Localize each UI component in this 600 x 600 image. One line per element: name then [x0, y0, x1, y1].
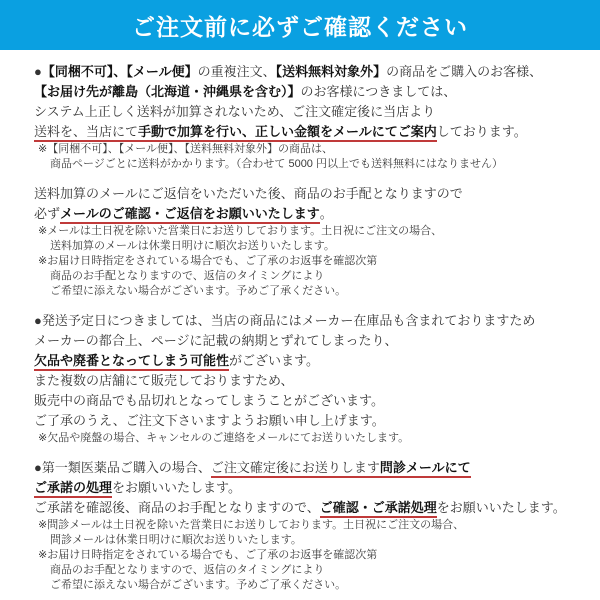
text-line [34, 458, 580, 478]
notice-section-shipping-date [34, 311, 580, 446]
text-line [34, 284, 580, 299]
text-segment: システム上正しく送料が加算されないため、ご注文確定後に当店より [34, 104, 436, 119]
text-segment: ●発送予定日につきましては、当店の商品にはメーカー在庫品も含まれておりますため [34, 313, 536, 328]
text-segment: をお願いいたします。 [436, 500, 566, 515]
text-segment: ● [34, 64, 42, 79]
notice-section-pharmaceutical [34, 458, 580, 593]
text-line [34, 254, 580, 269]
highlighted-text: メールのご確認・ご返信をお願いいたします [60, 206, 320, 224]
text-line [34, 431, 580, 446]
highlighted-text: ご承諾の処理 [34, 480, 112, 498]
text-line [34, 411, 580, 431]
highlighted-text: 欠品や廃番となってしまう可能性 [34, 353, 229, 371]
text-segment: の重複注文、 [197, 64, 276, 79]
notice-section-mail-reply [34, 184, 580, 299]
text-line [34, 351, 580, 371]
text-segment: ※問診メールは土日祝を除いた営業日にお送りしております。土日祝にご注文の場合、 [38, 519, 465, 531]
text-line [34, 331, 580, 351]
text-line [34, 578, 580, 593]
text-line [34, 533, 580, 548]
text-line [34, 391, 580, 411]
text-segment: 【お届け先が離島（北海道・沖縄県を含む）】 [34, 84, 301, 99]
text-segment: ご希望に添えない場合がございます。予めご了承ください。 [50, 285, 347, 297]
notice-section-shipping-surcharge [34, 62, 580, 172]
text-segment: 商品ページごとに送料がかかります。（合わせて 5000 円以上でも送料無料にはなりません） [50, 158, 503, 170]
text-segment: 【同梱不可】、【メール便】 [41, 64, 198, 79]
text-line [34, 548, 580, 563]
text-line [34, 518, 580, 533]
text-segment: ※【同梱不可】、【メール便】、【送料無料対象外】の商品は、 [38, 143, 333, 155]
text-segment: 。 [319, 206, 333, 221]
text-line [34, 102, 580, 122]
text-line [34, 82, 580, 102]
text-line [34, 157, 580, 172]
text-segment: 販売中の商品でも品切れとなってしまうことがございます。 [34, 393, 384, 408]
text-segment: ご希望に添えない場合がございます。予めご了承ください。 [50, 579, 347, 591]
text-segment: 商品のお手配となりますので、返信のタイミングにより [50, 564, 325, 576]
text-segment: ●第一類医薬品ご購入の場合、 [34, 460, 211, 475]
text-segment: をお願いいたします。 [112, 480, 241, 495]
text-segment: しております。 [436, 124, 527, 139]
text-segment: 送料加算のメールは休業日明けに順次お送りいたします。 [50, 240, 335, 252]
text-segment: ご了承のうえ、ご注文下さいますようお願い申し上げます。 [34, 413, 385, 428]
highlighted-text: ご注文確定後にお送りします [211, 460, 380, 478]
text-segment: の商品をご購入のお客様、 [386, 64, 543, 79]
text-segment: ※欠品や廃盤の場合、キャンセルのご連絡をメールにてお送りいたします。 [38, 432, 410, 444]
highlighted-text: 手動で加算を行い、正しい金額をメールにてご案内 [138, 124, 437, 142]
text-segment: また複数の店舗にて販売しておりますため、 [34, 373, 294, 388]
text-line [34, 62, 580, 82]
text-line [34, 498, 580, 518]
text-line [34, 204, 580, 224]
notice-header-bar [0, 0, 600, 50]
text-line [34, 142, 580, 157]
text-segment: 必ず [34, 206, 61, 221]
text-line [34, 311, 580, 331]
text-segment: がございます。 [229, 353, 319, 368]
text-line [34, 224, 580, 239]
highlighted-text: 問診メールにて [380, 460, 471, 478]
text-segment: 【送料無料対象外】 [275, 64, 387, 79]
text-segment: ご承諾を確認後、商品のお手配となりますので、 [34, 500, 320, 515]
text-segment: メーカーの都合上、ページに記載の納期とずれてしまったり、 [34, 333, 398, 348]
text-line [34, 122, 580, 142]
text-segment: ※お届け日時指定をされている場合でも、ご了承のお返事を確認次第 [38, 255, 378, 267]
page-title: ご注文前に必ずご確認ください [132, 13, 468, 40]
highlighted-text: ご確認・ご承諾処理 [320, 500, 437, 518]
text-segment: ※お届け日時指定をされている場合でも、ご了承のお返事を確認次第 [38, 549, 378, 561]
text-line [34, 184, 580, 204]
text-segment: のお客様につきましては、 [300, 84, 457, 99]
text-line [34, 371, 580, 391]
text-segment: 送料加算のメールにご返信をいただいた後、商品のお手配となりますので [34, 186, 463, 201]
text-line [34, 478, 580, 498]
text-line [34, 269, 580, 284]
text-line [34, 563, 580, 578]
text-segment: 問診メールは休業日明けに順次お送りいたします。 [50, 534, 302, 546]
text-segment: ※メールは土日祝を除いた営業日にお送りしております。土日祝にご注文の場合、 [38, 225, 443, 237]
text-line [34, 239, 580, 254]
notice-body [0, 50, 600, 593]
highlighted-text: 送料を、当店にて [34, 124, 138, 142]
text-segment: 商品のお手配となりますので、返信のタイミングにより [50, 270, 325, 282]
